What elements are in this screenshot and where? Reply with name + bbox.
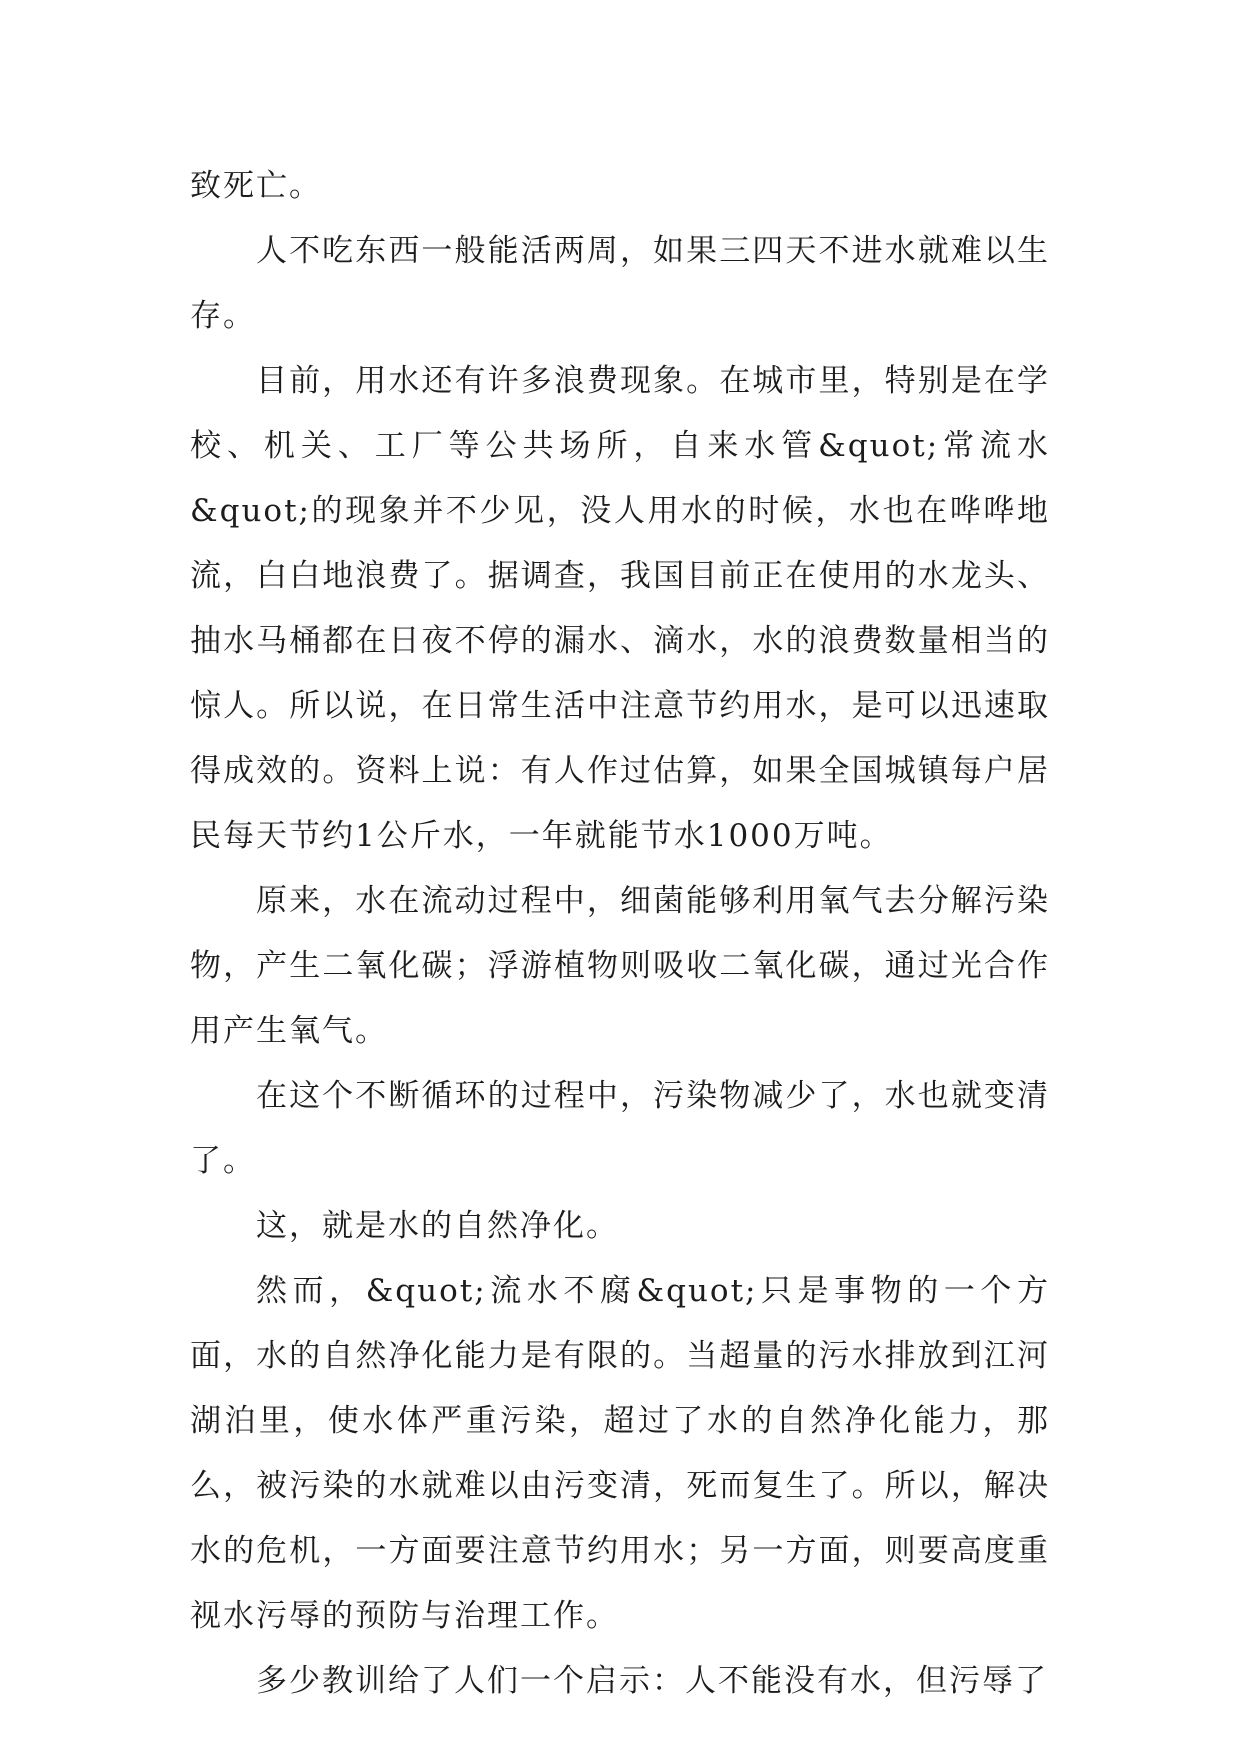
paragraph-4: 原来，水在流动过程中，细菌能够利用氧气去分解污染物，产生二氧化碳；浮游植物则吸收二氧化碳，通过光合作用产生氧气。 [190, 883, 1050, 1049]
paragraph-8: 多少教训给了人们一个启示：人不能没有水，但污辱了 [256, 1663, 1048, 1699]
paragraph-7: 然而，&quot;流水不腐&quot;只是事物的一个方面，水的自然净化能力是有限的。当超量的污水排放到江河湖泊里，使水体严重污染，超过了水的自然净化能力，那么，被污染的水就难以由污变清，死而复生了。所以，解决水的危机，一方面要注意节约用水；另一方面，则要高度重视水污辱的预防与治理工作。 [190, 1273, 1050, 1634]
paragraph-5: 在这个不断循环的过程中，污染物减少了，水也就变清了。 [190, 1078, 1050, 1179]
paragraph-1: 致死亡。 [190, 168, 322, 204]
document-body [190, 154, 1050, 1714]
paragraph-6: 这，就是水的自然净化。 [256, 1208, 619, 1244]
paragraph-2: 人不吃东西一般能活两周，如果三四天不进水就难以生存。 [190, 233, 1050, 334]
paragraph-3: 目前，用水还有许多浪费现象。在城市里，特别是在学校、机关、工厂等公共场所，自来水管&quot;常流水&quot;的现象并不少见，没人用水的时候，水也在哗哗地流，白白地浪费了。据调查，我国目前正在使用的水龙头、抽水马桶都在日夜不停的漏水、滴水，水的浪费数量相当的惊人。所以说，在日常生活中注意节约用水，是可以迅速取得成效的。资料上说：有人作过估算，如果全国城镇每户居民每天节约1公斤水，一年就能节水1000万吨。 [190, 363, 1050, 854]
